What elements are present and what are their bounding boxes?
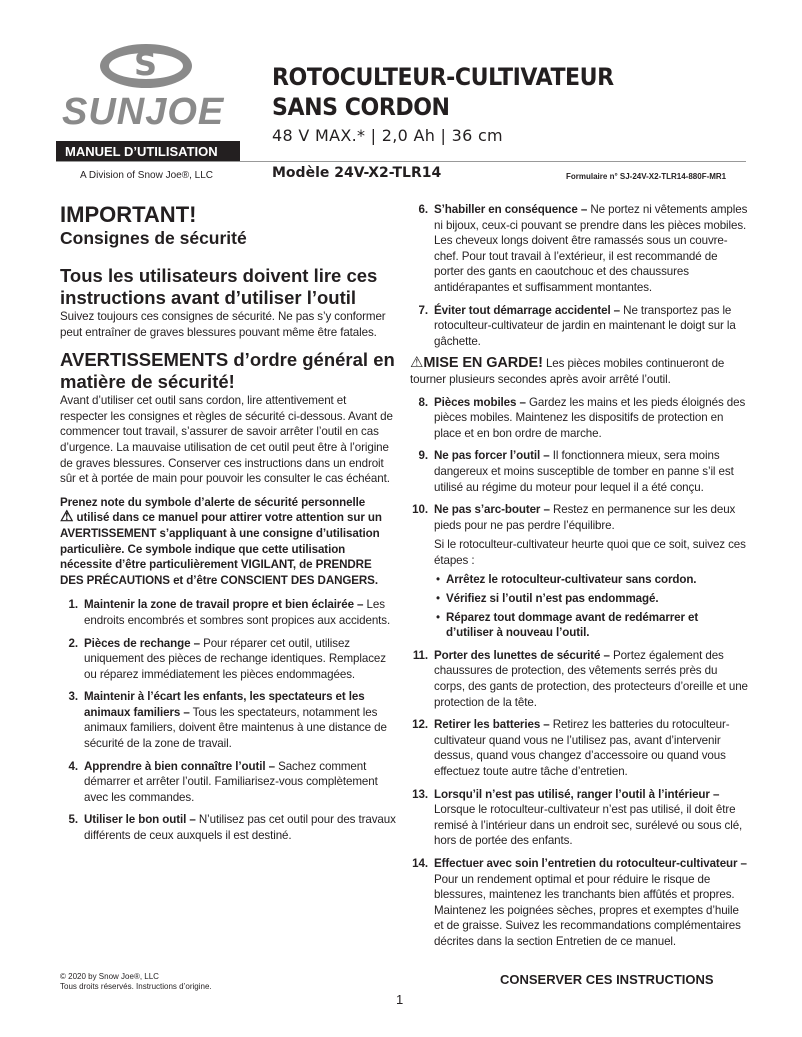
safety-list bbox=[410, 648, 748, 950]
list-item bbox=[410, 856, 748, 950]
caution-label: MISE EN GARDE! bbox=[423, 355, 543, 372]
item-text: Portez également des chaussures de protection, des vêtements serrés près du corps, des gants de protection, des protecteurs d’oreille et une protection de la tête. bbox=[434, 648, 748, 709]
item-title: Utiliser le bon outil – bbox=[84, 813, 196, 827]
warning-triangle-icon: ⚠ bbox=[410, 354, 424, 372]
item-title: Porter des lunettes de sécurité – bbox=[434, 648, 610, 662]
item-title: Éviter tout démarrage accidentel – bbox=[434, 303, 621, 317]
bullet-item: • Vérifiez si l’outil n’est pas endommagé. bbox=[410, 591, 748, 607]
manual-label: MANUEL D’UTILISATION bbox=[56, 141, 240, 161]
item10-sub: Si le rotoculteur-cultivateur heurte quoi que ce soit, suivez ces étapes : bbox=[434, 538, 746, 567]
alert-paragraph bbox=[60, 495, 396, 589]
item-number: 7. bbox=[418, 303, 428, 317]
safety-list bbox=[410, 202, 748, 349]
item-title: Lorsqu’il n’est pas utilisé, ranger l’outil à l’intérieur – bbox=[434, 787, 720, 801]
item-number: 12. bbox=[412, 718, 428, 732]
item-title: S’habiller en conséquence – bbox=[434, 203, 588, 216]
product-specs: 48 V MAX.* | 2,0 Ah | 36 cm bbox=[272, 126, 503, 145]
intro-text: Suivez toujours ces consignes de sécurité. Ne pas s’y conformer peut entraîner de graves blessures pouvant même être fatales. bbox=[60, 310, 386, 339]
general-text: Avant d’utiliser cet outil sans cordon, lire attentivement et respecter les consignes et règles de sécurité ci-dessous. Avant de commencer tout travail, s’assurer de savoir arrêter l’outil en cas d’urgence. La mauvaise utilisation de cet outil peut être à l’origine de graves blessures. Conserver ces instructions dans un endroit sûr et à portée de main pour pouvoir les consulter le cas échéant. bbox=[60, 394, 393, 486]
list-item bbox=[410, 648, 748, 710]
alert-text: utilisé dans ce manuel pour attirer votre attention sur un AVERTISSEMENT s’appliquant à une consigne d’utilisation particulière. Ce symbole indique que cette utilisation nécessite d’être particulièrement VIGILANT, de PRENDRE DES PRÉCAUTIONS et d’être CONSCIENT DES DANGERS. bbox=[60, 511, 382, 587]
list-item bbox=[60, 689, 396, 751]
list-item bbox=[410, 502, 748, 533]
rights: Tous droits réservés. Instructions d’origine. bbox=[60, 982, 212, 991]
item-number: 10. bbox=[412, 503, 428, 517]
bullet-list bbox=[410, 572, 748, 640]
item-text: Pour un rendement optimal et pour réduire le risque de blessures, maintenez les tranchants bien affûtés et propres. Maintenez les poignées sèches, propres et exemptes d’huile et de graisse. Suivez les recommandations complémentaires décrites dans la section Entretien de ce manuel. bbox=[434, 872, 741, 948]
item-number: 14. bbox=[412, 856, 428, 870]
general-warnings-heading: AVERTISSEMENTS d’ordre général en matière de sécurité! bbox=[60, 349, 395, 393]
copyright: © 2020 by Snow Joe®, LLC bbox=[60, 972, 159, 981]
item-text: Restez en permanence sur les deux pieds pour ne pas perdre l’équilibre. bbox=[434, 503, 736, 532]
item-text: Il fonctionnera mieux, sera moins dangereux et moins susceptible de tomber en panne s’il est utilisé au régime du moteur pour lequel il a été conçu. bbox=[434, 449, 734, 494]
item-text: Sachez comment démarrer et arrêter l’outil. Familiarisez-vous complètement avec les commandes. bbox=[84, 759, 378, 804]
item-title: Ne pas forcer l’outil – bbox=[434, 449, 550, 463]
bullet-item: • Réparez tout dommage avant de redémarrer et d’utiliser à nouveau l’outil. bbox=[410, 610, 748, 641]
item-text: Ne transportez pas le rotoculteur-cultivateur de jardin en maintenant le doigt sur la gâchette. bbox=[434, 303, 736, 348]
item-text: Pour réparer cet outil, utilisez uniquement des pièces de rechange identiques. Remplacez ou réparez immédiatement les pièces endommagées. bbox=[84, 636, 386, 681]
item-title: Effectuer avec soin l’entretien du rotoculteur-cultivateur – bbox=[434, 856, 747, 870]
list-item bbox=[410, 395, 748, 442]
important-heading: IMPORTANT! bbox=[60, 202, 197, 227]
footer-copyright bbox=[60, 972, 212, 992]
item-text: Tous les spectateurs, notamment les animaux familiers, doivent être maintenus à une distance de sécurité de la zone de travail. bbox=[84, 705, 387, 751]
caution-text: Les pièces mobiles continueront de tourner plusieurs secondes après avoir arrêté l’outil. bbox=[410, 357, 725, 386]
brand-logo: SUNJOE bbox=[62, 91, 225, 133]
item-title: Ne pas s’arc-bouter – bbox=[434, 503, 550, 517]
list-item bbox=[410, 448, 748, 495]
item-number: 8. bbox=[418, 395, 428, 409]
item-number: 5. bbox=[68, 813, 78, 827]
item-title: Apprendre à bien connaître l’outil – bbox=[84, 759, 275, 773]
item-text: Ne portez ni vêtements amples ni bijoux, ceux-ci pouvant se prendre dans les pièces mobiles. Les cheveux longs doivent être ramassés sous un couvre-chef. Pour tout travail à l’extérieur, il est recommandé de porter des gants en caoutchouc et des chaussures antidérapantes et suffisamment montantes. bbox=[434, 203, 748, 294]
right-column bbox=[410, 202, 748, 957]
list-item bbox=[60, 597, 396, 628]
list-item bbox=[410, 303, 748, 350]
item-number: 1. bbox=[68, 598, 78, 612]
item-number: 2. bbox=[68, 636, 78, 650]
list-item bbox=[60, 812, 396, 843]
safety-list bbox=[60, 597, 396, 843]
item-number: 13. bbox=[412, 787, 428, 801]
item-text: Retirez les batteries du rotoculteur-cultivateur quand vous ne l’utilisez pas, avant d’intervenir dessus, quand vous changez d’accessoire ou quand vous effectuez toute autre tâche d’entretien. bbox=[434, 718, 730, 778]
left-column bbox=[60, 202, 396, 851]
product-title bbox=[272, 62, 614, 122]
item-number: 11. bbox=[412, 648, 428, 662]
caution-paragraph bbox=[410, 356, 748, 387]
item-text: Les endroits encombrés et sombres sont propices aux accidents. bbox=[84, 598, 391, 627]
list-item bbox=[60, 759, 396, 806]
keep-instructions: CONSERVER CES INSTRUCTIONS bbox=[500, 972, 714, 987]
title-line: SANS CORDON bbox=[272, 93, 450, 121]
page-number: 1 bbox=[396, 992, 404, 1007]
item-text: N’utilisez pas cet outil pour des travaux différents de ceux auxquels il est destiné. bbox=[84, 813, 396, 843]
item-title: Pièces de rechange – bbox=[84, 636, 200, 650]
list-item bbox=[410, 787, 748, 849]
alert-text: Prenez note du symbole d’alerte de sécurité personnelle bbox=[60, 495, 366, 509]
list-item bbox=[410, 717, 748, 779]
item-title: Retirer les batteries – bbox=[434, 718, 550, 732]
all-users-heading: Tous les utilisateurs doivent lire ces instructions avant d’utiliser l’outil bbox=[60, 265, 378, 308]
item-number: 6. bbox=[418, 203, 428, 216]
bullet-item: • Arrêtez le rotoculteur-cultivateur sans cordon. bbox=[410, 572, 748, 588]
item-number: 4. bbox=[68, 759, 78, 773]
list-item bbox=[410, 202, 748, 296]
item-text: Lorsque le rotoculteur-cultivateur n’est pas utilisé, il doit être remisé à l’intérieur dans un endroit sec, surélevé ou sous clé, hors de portée des enfants. bbox=[434, 803, 743, 848]
warning-triangle-icon: ⚠ bbox=[60, 508, 74, 526]
logo-mark: S bbox=[134, 47, 158, 81]
item-number: 3. bbox=[68, 690, 78, 704]
list-item bbox=[60, 636, 396, 683]
item-number: 9. bbox=[418, 449, 428, 463]
consignes-heading: Consignes de sécurité bbox=[60, 228, 247, 248]
header-divider bbox=[56, 161, 746, 162]
safety-list bbox=[410, 395, 748, 534]
form-number: Formulaire n° SJ-24V-X2-TLR14-880F-MR1 bbox=[566, 172, 727, 181]
item-title: Maintenir la zone de travail propre et bien éclairée – bbox=[84, 598, 364, 612]
model-number: Modèle 24V-X2-TLR14 bbox=[272, 165, 442, 181]
item-title: Maintenir à l’écart les enfants, les spectateurs et les animaux familiers – bbox=[84, 690, 365, 719]
division-text: A Division of Snow Joe®, LLC bbox=[80, 170, 213, 181]
title-line: ROTOCULTEUR-CULTIVATEUR bbox=[272, 63, 614, 91]
item-text: Gardez les mains et les pieds éloignés des pièces mobiles. Maintenez les dispositifs de protection en place et en bon ordre de marche. bbox=[434, 395, 746, 440]
item-title: Pièces mobiles – bbox=[434, 395, 526, 409]
